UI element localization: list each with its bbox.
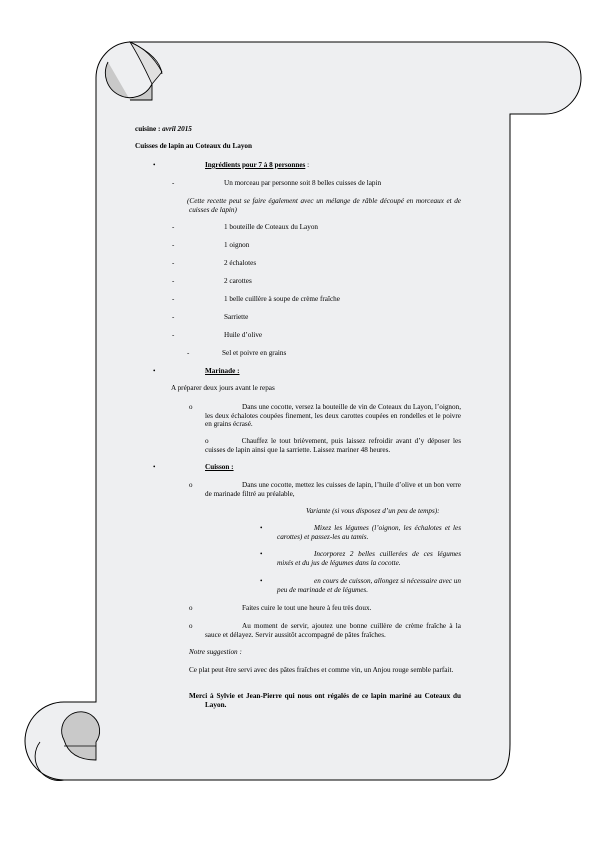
- cuisson-heading: Cuisson :: [205, 463, 234, 471]
- ingredient-item: Huile d’olive: [224, 331, 263, 339]
- ingredient-item: 1 bouteille de Coteaux du Layon: [224, 223, 319, 231]
- thanks-text: Merci à Sylvie et Jean-Pierre qui nous ont régalés de ce lapin mariné au Coteaux du Layon.: [189, 692, 461, 709]
- ingredient-first: Un morceau par personne soit 8 belles cuisses de lapin: [224, 179, 382, 187]
- variante-step: Incorporez 2 belles cuillerées de ces légumes mixés et du jus de légumes dans la cocotte.: [277, 550, 461, 567]
- circle-bullet-icon: o: [205, 437, 209, 445]
- dash-icon: -: [172, 331, 175, 339]
- dash-icon: -: [187, 349, 190, 357]
- bullet-icon: •: [153, 463, 156, 471]
- ingredient-item: 1 belle cuillère à soupe de crème fraîche: [224, 295, 340, 303]
- recipe-title: Cuisses de lapin au Coteaux du Layon: [135, 142, 253, 150]
- variante-step: en cours de cuisson, allongez si nécessaire avec un peu de marinade et de légumes.: [277, 577, 461, 594]
- dash-icon: -: [172, 259, 175, 267]
- bullet-icon: •: [260, 577, 263, 585]
- dash-icon: -: [172, 295, 175, 303]
- marinade-step: Dans une cocotte, versez la bouteille de vin de Coteaux du Layon, l’oignon, les deux échalotes coupées finement, les deux carottes coupées en rondelles et le poivre en grains écrasé.: [205, 403, 461, 429]
- cuisson-step: Au moment de servir, ajoutez une bonne cuillère de crème fraîche à la sauce et délayez. Servir aussitôt accompagné de pâtes fraîches.: [205, 622, 461, 639]
- bullet-icon: •: [153, 161, 156, 169]
- suggestion-text: Ce plat peut être servi avec des pâtes fraîches et comme vin, un Anjou rouge semble parfait.: [189, 666, 454, 674]
- marinade-step: o Chauffez le tout brièvement, puis laissez refroidir avant d’y déposer les cuisses de lapin ainsi que la sarriette. Laissez mariner 48 heures.: [205, 437, 461, 454]
- marinade-intro: A préparer deux jours avant le repas: [171, 384, 275, 392]
- dash-icon: -: [172, 223, 175, 231]
- bullet-icon: •: [260, 524, 263, 532]
- circle-bullet-icon: o: [189, 604, 193, 612]
- suggestion-heading: Notre suggestion :: [189, 648, 242, 656]
- ingredients-note: (Cette recette peut se faire également avec un mélange de râble découpé en morceaux et de cuisses de lapin): [187, 197, 461, 214]
- bullet-icon: •: [153, 367, 156, 375]
- ingredient-item: 2 carottes: [224, 277, 252, 285]
- marinade-heading: Marinade :: [205, 367, 240, 375]
- cuisson-step: Dans une cocotte, mettez les cuisses de lapin, l’huile d’olive et un bon verre de marinade filtré au préalable,: [205, 481, 461, 498]
- variante-step: Mixez les légumes (l’oignon, les échalotes et les carottes) et passez-les au tamis.: [277, 524, 461, 541]
- dash-icon: -: [172, 313, 175, 321]
- variante-label: Variante (si vous disposez d’un peu de temps):: [306, 507, 440, 515]
- circle-bullet-icon: o: [189, 622, 193, 630]
- bullet-icon: •: [260, 550, 263, 558]
- ingredient-item: 2 échalotes: [224, 259, 257, 267]
- dash-icon: -: [172, 241, 175, 249]
- circle-bullet-icon: o: [189, 403, 193, 411]
- ingredient-last: Sel et poivre en grains: [222, 349, 287, 357]
- dash-icon: -: [172, 277, 175, 285]
- circle-bullet-icon: o: [189, 481, 193, 489]
- cuisson-step: Faites cuire le tout une heure à feu très doux.: [242, 604, 372, 612]
- ingredients-heading: Ingrédients pour 7 à 8 personnes :: [205, 161, 310, 169]
- dash-icon: -: [172, 179, 175, 187]
- doc-header: cuisine : avril 2015: [135, 125, 192, 133]
- ingredient-item: Sarriette: [224, 313, 249, 321]
- ingredient-item: 1 oignon: [224, 241, 250, 249]
